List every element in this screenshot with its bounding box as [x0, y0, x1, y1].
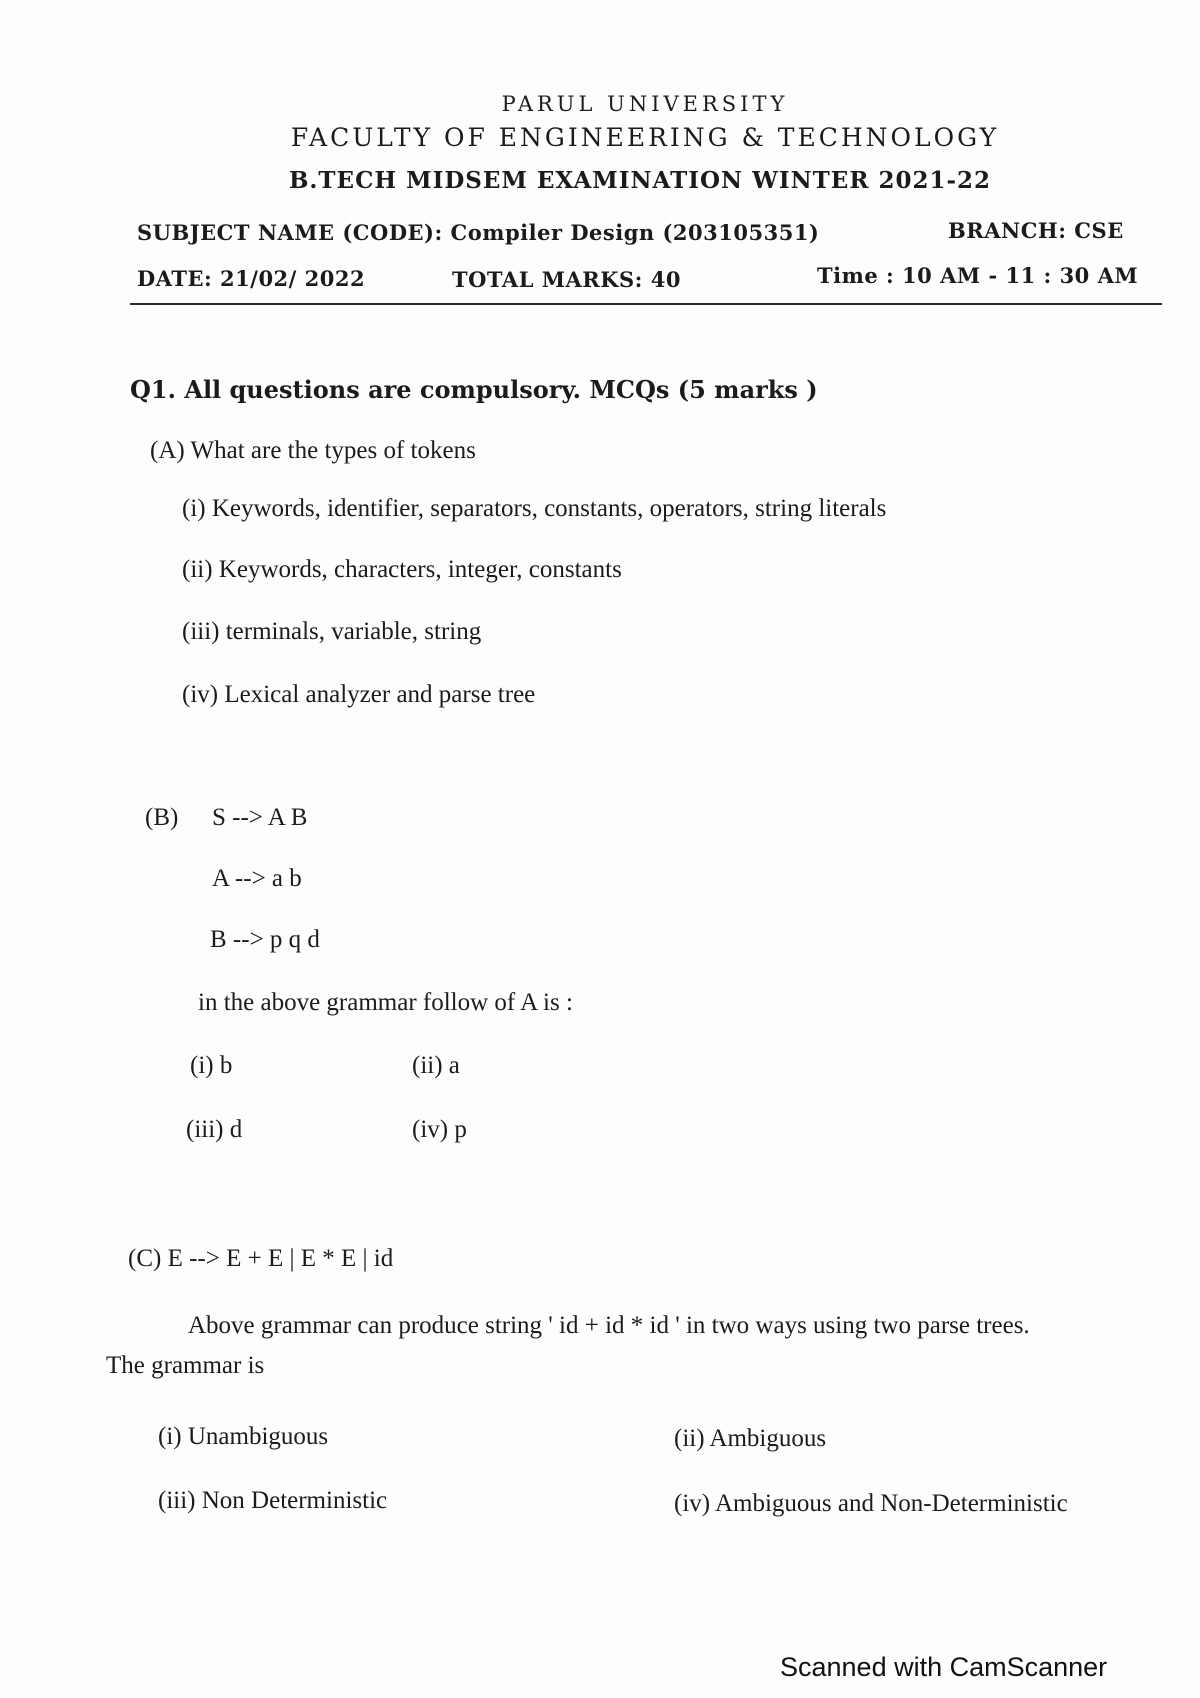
branch: BRANCH: CSE: [948, 218, 1124, 243]
question-c-line2: The grammar is: [106, 1352, 265, 1379]
question-c-option: (i) Unambiguous: [158, 1423, 329, 1450]
question-b-option: (iii) d: [186, 1116, 243, 1143]
question-c-option: (iv) Ambiguous and Non-Deterministic: [674, 1490, 1068, 1517]
question-a-option: (iii) terminals, variable, string: [182, 618, 482, 645]
grammar-rule: S --> A B: [212, 804, 308, 831]
faculty-name: FACULTY OF ENGINEERING & TECHNOLOGY: [290, 123, 1000, 152]
scanner-watermark: Scanned with CamScanner: [780, 1652, 1108, 1682]
question-b: in the above grammar follow of A is :: [198, 989, 573, 1016]
subject-name: SUBJECT NAME (CODE): Compiler Design (203105351): [137, 220, 820, 245]
exam-title: B.TECH MIDSEM EXAMINATION WINTER 2021-22: [288, 167, 992, 194]
exam-time: Time : 10 AM - 11 : 30 AM: [817, 263, 1139, 288]
exam-date: DATE: 21/02/ 2022: [137, 266, 366, 291]
question-c-option: (ii) Ambiguous: [674, 1425, 827, 1452]
question-b-label: (B): [145, 804, 179, 831]
question-b-option: (iv) p: [412, 1116, 467, 1143]
question-c-option: (iii) Non Deterministic: [158, 1487, 388, 1514]
question-c-grammar: (C) E --> E + E | E * E | id: [128, 1245, 394, 1272]
q1-heading: Q1. All questions are compulsory. MCQs (5 marks ): [130, 375, 818, 404]
question-a: (A) What are the types of tokens: [150, 437, 476, 464]
question-a-option: (i) Keywords, identifier, separators, constants, operators, string literals: [182, 495, 887, 522]
question-a-option: (iv) Lexical analyzer and parse tree: [182, 681, 536, 708]
header-divider: [130, 303, 1162, 305]
grammar-rule: B --> p q d: [210, 926, 320, 953]
question-b-option: (i) b: [190, 1052, 233, 1079]
total-marks: TOTAL MARKS: 40: [452, 267, 681, 292]
question-c-line1: Above grammar can produce string ' id + id * id ' in two ways using two parse trees.: [188, 1312, 1030, 1339]
question-b-option: (ii) a: [412, 1052, 460, 1079]
university-name: PARUL UNIVERSITY: [501, 92, 789, 116]
question-a-option: (ii) Keywords, characters, integer, constants: [182, 556, 622, 583]
grammar-rule: A --> a b: [212, 865, 302, 892]
